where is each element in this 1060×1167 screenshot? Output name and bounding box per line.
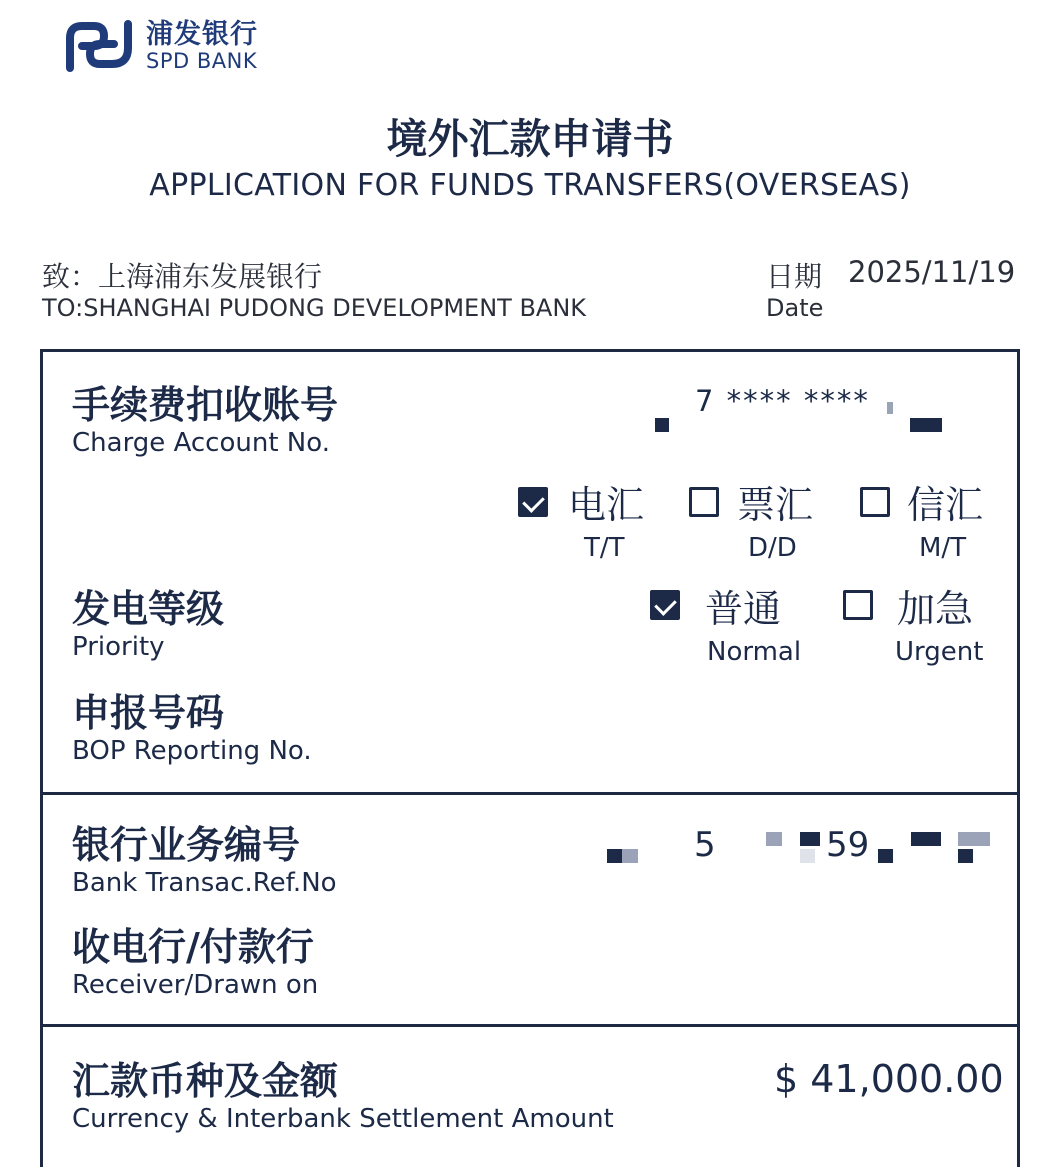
- recipient-bank-cn: 致：上海浦东发展银行: [42, 260, 323, 293]
- redaction-block: [910, 418, 942, 432]
- redaction-block: [911, 832, 941, 846]
- logo-name-cn: 浦发银行: [146, 18, 258, 50]
- normal-checkbox[interactable]: [650, 590, 680, 620]
- normal-label-en: Normal: [707, 637, 802, 667]
- page-title-en: APPLICATION FOR FUNDS TRANSFERS(OVERSEAS): [149, 168, 911, 203]
- spd-logo-icon: [64, 18, 132, 74]
- mt-checkbox[interactable]: [860, 487, 890, 517]
- tt-checkbox[interactable]: [518, 487, 548, 517]
- redaction-block: [766, 832, 782, 846]
- tt-label-cn: 电汇: [568, 483, 645, 527]
- spd-bank-logo: [64, 18, 258, 74]
- bank-ref-value-part2: 59: [826, 825, 870, 865]
- bank-ref-label-en: Bank Transac.Ref.No: [72, 868, 337, 898]
- redaction-block: [607, 849, 622, 863]
- charge-account-label-en: Charge Account No.: [72, 428, 330, 458]
- bop-label-en: BOP Reporting No.: [72, 736, 312, 766]
- dd-label-en: D/D: [748, 533, 797, 563]
- priority-label-en: Priority: [72, 632, 165, 662]
- charge-account-label-cn: 手续费扣收账号: [72, 383, 339, 427]
- bank-ref-value-part1: 5: [694, 825, 716, 865]
- date-label-en: Date: [766, 294, 824, 322]
- redaction-block: [622, 849, 638, 863]
- urgent-label-en: Urgent: [895, 637, 984, 667]
- bank-ref-label-cn: 银行业务编号: [72, 823, 301, 867]
- bop-label-cn: 申报号码: [72, 691, 225, 735]
- urgent-checkbox[interactable]: [843, 590, 873, 620]
- redaction-block: [878, 849, 893, 863]
- recipient-bank-en: TO:SHANGHAI PUDONG DEVELOPMENT BANK: [42, 294, 587, 322]
- date-value: 2025/11/19: [848, 255, 1016, 289]
- receiver-label-cn: 收电行/付款行: [72, 925, 314, 969]
- redaction-block: [958, 832, 990, 846]
- redaction-block: [655, 418, 669, 432]
- page-title-cn: 境外汇款申请书: [386, 115, 674, 163]
- redaction-block: [800, 849, 815, 863]
- mt-label-en: M/T: [919, 533, 967, 563]
- urgent-label-cn: 加急: [897, 587, 974, 631]
- charge-account-value: [655, 384, 870, 418]
- receiver-label-en: Receiver/Drawn on: [72, 970, 319, 1000]
- dd-checkbox[interactable]: [689, 487, 719, 517]
- tt-label-en: T/T: [584, 533, 625, 563]
- redaction-block: [887, 402, 893, 414]
- dd-label-cn: 票汇: [737, 483, 814, 527]
- amount-label-en: Currency & Interbank Settlement Amount: [72, 1104, 614, 1134]
- priority-label-cn: 发电等级: [72, 587, 225, 631]
- amount-label-cn: 汇款币种及金额: [72, 1059, 339, 1103]
- redaction-block: [800, 832, 820, 846]
- mt-label-cn: 信汇: [907, 483, 984, 527]
- normal-label-cn: 普通: [705, 587, 782, 631]
- redaction-block: [958, 849, 973, 863]
- date-label-cn: 日期: [766, 260, 823, 293]
- logo-name-en: SPD BANK: [146, 48, 258, 73]
- charge-account-number: 7 **** ****: [695, 384, 870, 418]
- amount-value: $ 41,000.00: [774, 1057, 1004, 1101]
